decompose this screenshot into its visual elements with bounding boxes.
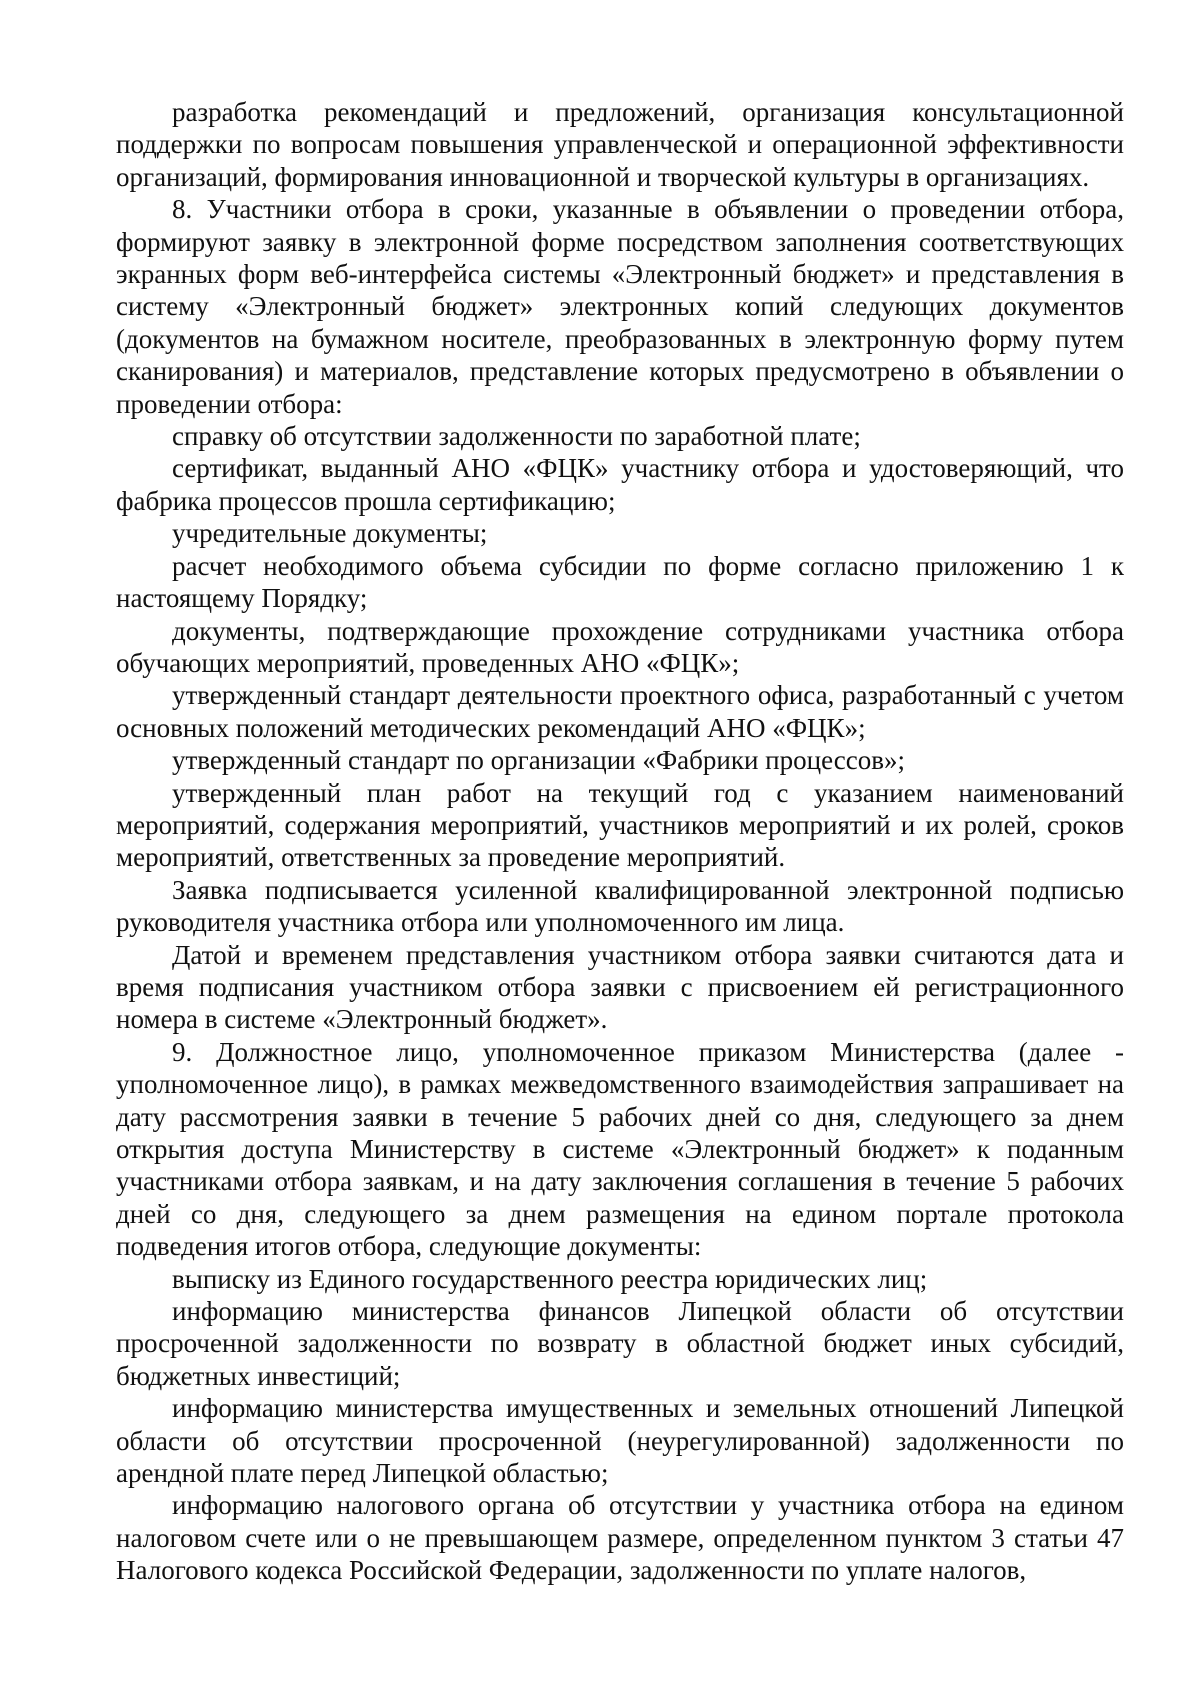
list-item: документы, подтверждающие прохождение сотрудниками участника отбора обучающих мероприятий, проведенных АНО «ФЦК»;	[116, 615, 1124, 678]
list-item: утвержденный стандарт деятельности проектного офиса, разработанный с учетом основных положений методических рекомендаций АНО «ФЦК»;	[116, 680, 1124, 743]
list-item: учредительные документы;	[172, 518, 488, 549]
list-item: расчет необходимого объема субсидии по форме согласно приложению 1 к настоящему Порядку;	[116, 550, 1124, 614]
paragraph-item-8: 8. Участники отбора в сроки, указанные в объявлении о проведении отбора, формируют заявку в электронной форме посредством заполнения соответствующих экранных форм веб-интерфейса системы «Электронный бюджет» и представления в систему «Электронный бюджет» электронных копий следующих документов (документов на бумажном носителе, преобразованных в электронную форму путем сканирования) и материалов, представление которых предусмотрено в объявлении о проведении отбора:	[116, 194, 1124, 419]
paragraph: разработка рекомендаций и предложений, организация консультационной поддержки по вопросам повышения управленческой и операционной эффективности организаций, формирования инновационной и творческой культуры в организациях.	[116, 97, 1124, 192]
list-item: утвержденный стандарт по организации «Фабрики процессов»;	[172, 745, 905, 776]
list-item: справку об отсутствии задолженности по заработной плате;	[172, 421, 861, 452]
paragraph: Заявка подписывается усиленной квалифицированной электронной подписью руководителя участника отбора или уполномоченного им лица.	[116, 874, 1124, 938]
list-item: информацию министерства имущественных и земельных отношений Липецкой области об отсутствии просроченной (неурегулированной) задолженности по арендной плате перед Липецкой областью;	[116, 1393, 1124, 1489]
document-body	[116, 96, 1124, 1587]
list-item: сертификат, выданный АНО «ФЦК» участнику отбора и удостоверяющий, что фабрика процессов прошла сертификацию;	[116, 453, 1124, 516]
list-item: выписку из Единого государственного реестра юридических лиц;	[172, 1263, 928, 1294]
paragraph-item-9: 9. Должностное лицо, уполномоченное приказом Министерства (далее - уполномоченное лицо), в рамках межведомственного взаимодействия запрашивает на дату рассмотрения заявки в течение 5 рабочих дней со дня, следующего за днем открытия доступа Министерству в системе «Электронный бюджет» к поданным участниками отбора заявкам, и на дату заключения соглашения в течение 5 рабочих дней со дня, следующего за днем размещения на едином портале протокола подведения итогов отбора, следующие документы:	[116, 1036, 1124, 1262]
list-item: информацию министерства финансов Липецкой области об отсутствии просроченной задолженности по возврату в областной бюджет иных субсидий, бюджетных инвестиций;	[116, 1296, 1124, 1391]
list-item: утвержденный план работ на текущий год с указанием наименований мероприятий, содержания мероприятий, участников мероприятий и их ролей, сроков мероприятий, ответственных за проведение мероприятий.	[116, 777, 1124, 873]
paragraph: Датой и временем представления участником отбора заявки считаются дата и время подписания участником отбора заявки с присвоением ей регистрационного номера в системе «Электронный бюджет».	[116, 939, 1124, 1035]
list-item: информацию налогового органа об отсутствии у участника отбора на едином налоговом счете или о не превышающем размере, определенном пунктом 3 статьи 47 Налогового кодекса Российской Федерации, задолженности по уплате налогов,	[116, 1490, 1124, 1586]
